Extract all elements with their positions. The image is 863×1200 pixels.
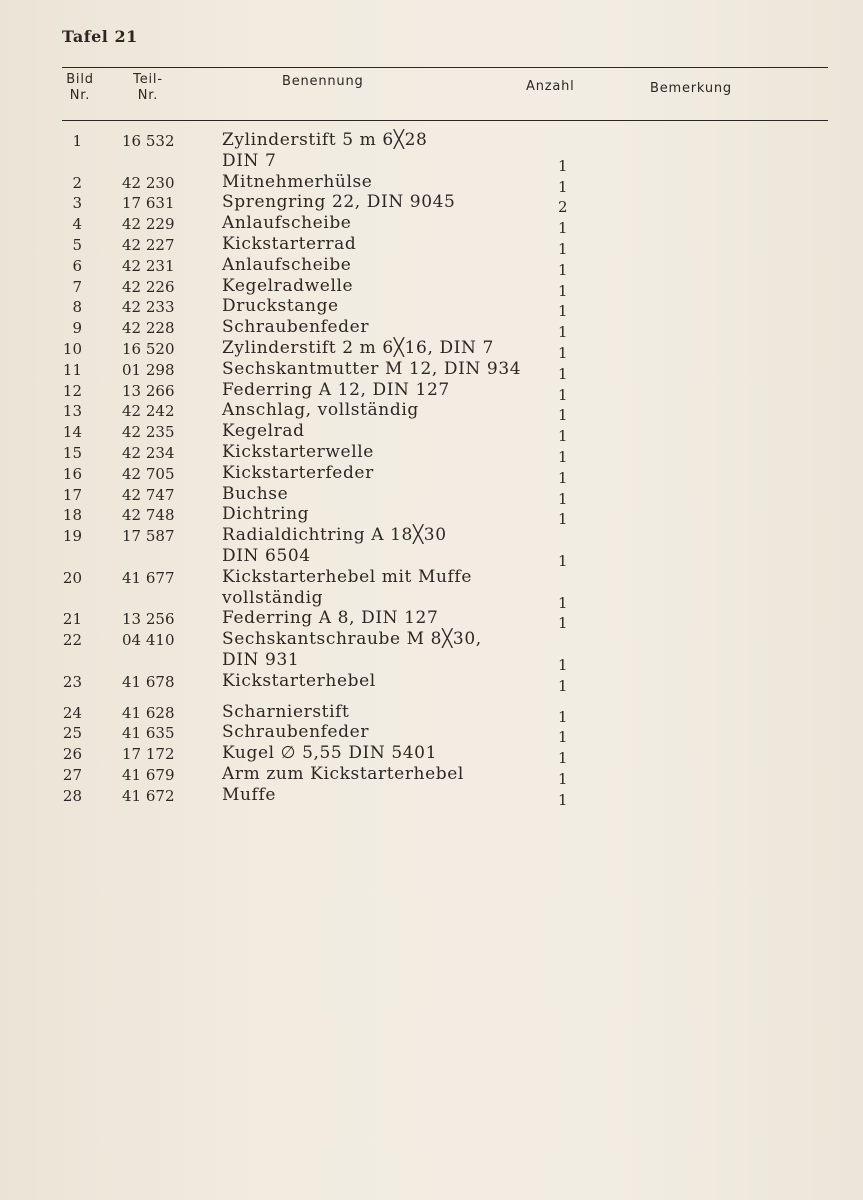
cell-bild-nr: 15	[62, 444, 82, 462]
benennung-line: Kickstarterfeder	[222, 462, 374, 483]
cell-anzahl: 1	[558, 448, 568, 466]
cell-anzahl: 1	[558, 344, 568, 362]
cell-teil-nr: 16 520	[122, 340, 175, 358]
table-row	[0, 192, 863, 217]
cell-benennung	[222, 130, 427, 172]
cell-teil-nr: 42 229	[122, 215, 175, 234]
benennung-line: Kickstarterhebel mit Muffe	[222, 566, 472, 587]
benennung-line: Sprengring 22, DIN 9045	[222, 192, 456, 213]
cell-bild-nr: 9	[72, 319, 82, 338]
cell-bild-nr: 7	[72, 277, 82, 296]
benennung-line: Kickstarterwelle	[222, 442, 374, 462]
cell-bild-nr: 2	[72, 173, 82, 192]
cell-anzahl: 1	[558, 749, 568, 768]
cell-teil-nr: 13 266	[122, 381, 175, 400]
cell-bild-nr: 11	[62, 360, 82, 379]
cell-bild-nr: 4	[72, 215, 82, 234]
cell-teil-nr: 41 678	[122, 672, 175, 691]
benennung-line: Federring A 8, DIN 127	[222, 608, 439, 629]
benennung-line: Zylinderstift 5 m 6╳28	[222, 130, 428, 150]
cell-bild-nr: 25	[62, 724, 82, 743]
table-row	[0, 701, 863, 726]
cell-teil-nr: 41 679	[122, 766, 175, 784]
cell-benennung	[222, 255, 351, 276]
table-row	[0, 670, 863, 695]
table-row	[0, 566, 863, 612]
cell-benennung	[222, 359, 521, 380]
cell-bild-nr: 12	[62, 381, 82, 400]
header-anzahl: Anzahl	[526, 79, 575, 94]
cell-anzahl: 1	[558, 177, 568, 196]
cell-benennung	[222, 785, 276, 806]
benennung-line: DIN 6504	[222, 546, 311, 567]
cell-benennung	[222, 608, 438, 629]
cell-bild-nr: 20	[62, 568, 82, 587]
cell-benennung	[222, 421, 305, 442]
table-row	[0, 400, 863, 425]
cell-teil-nr: 42 233	[122, 298, 175, 317]
table-row	[0, 130, 863, 175]
cell-anzahl: 2	[558, 198, 568, 217]
cell-teil-nr: 42 226	[122, 277, 175, 296]
cell-benennung	[222, 276, 353, 297]
cell-benennung	[222, 317, 369, 338]
cell-bild-nr: 27	[62, 766, 82, 784]
cell-benennung	[222, 504, 309, 525]
cell-anzahl: 1	[558, 385, 568, 404]
cell-benennung	[222, 234, 356, 255]
cell-benennung	[222, 296, 339, 317]
table-row	[0, 743, 863, 768]
benennung-line: Sechskantschraube M 8╳30,	[222, 629, 482, 650]
cell-bild-nr: 22	[62, 631, 82, 650]
benennung-line: vollständig	[222, 587, 324, 608]
cell-bild-nr: 13	[62, 402, 82, 421]
benennung-line: Schraubenfeder	[222, 722, 370, 743]
cell-anzahl: 1	[558, 281, 568, 300]
table-row	[0, 764, 863, 788]
table-row	[0, 254, 863, 279]
cell-teil-nr: 41 672	[122, 786, 175, 805]
cell-bild-nr: 23	[62, 672, 82, 691]
cell-teil-nr: 42 230	[122, 173, 175, 192]
table-row	[0, 358, 863, 383]
cell-bild-nr: 21	[62, 610, 82, 629]
cell-benennung	[222, 702, 349, 723]
benennung-line: Kegelrad	[222, 421, 305, 442]
table-row	[0, 213, 863, 238]
benennung-line: DIN 7	[222, 151, 277, 171]
cell-anzahl: 1	[558, 156, 568, 175]
cell-benennung	[222, 442, 374, 463]
cell-anzahl: 1	[558, 770, 568, 788]
cell-anzahl: 1	[558, 676, 568, 695]
cell-teil-nr: 42 234	[122, 444, 175, 462]
cell-teil-nr: 41 635	[122, 724, 175, 743]
cell-anzahl: 1	[558, 427, 568, 446]
table-row	[0, 171, 863, 196]
cell-teil-nr: 42 227	[122, 236, 175, 254]
cell-bild-nr: 19	[62, 527, 82, 546]
table-row	[0, 275, 863, 300]
benennung-line: Kickstarterhebel	[222, 670, 376, 691]
cell-anzahl: 1	[558, 790, 568, 809]
cell-teil-nr: 04 410	[122, 631, 175, 650]
benennung-line: Sechskantmutter M 12, DIN 934	[222, 358, 522, 379]
cell-bild-nr: 18	[62, 506, 82, 525]
cell-anzahl: 1	[558, 593, 568, 612]
cell-anzahl: 1	[558, 468, 568, 487]
cell-anzahl: 1	[558, 302, 568, 321]
cell-bild-nr: 5	[72, 236, 82, 254]
cell-anzahl: 1	[558, 240, 568, 258]
cell-teil-nr: 42 747	[122, 485, 175, 504]
benennung-line: Arm zum Kickstarterhebel	[222, 764, 464, 784]
cell-benennung	[222, 671, 376, 692]
cell-teil-nr: 17 631	[122, 194, 175, 213]
cell-teil-nr: 17 587	[122, 527, 175, 546]
table-row	[0, 379, 863, 404]
cell-benennung	[222, 400, 419, 421]
cell-benennung	[222, 629, 482, 671]
benennung-line: Anlaufscheibe	[222, 254, 352, 275]
table-row	[0, 234, 863, 258]
page-title: Tafel 21	[62, 27, 138, 46]
cell-teil-nr: 42 231	[122, 256, 175, 275]
table-row	[0, 338, 863, 362]
cell-benennung	[222, 484, 288, 505]
benennung-line: Scharnierstift	[222, 701, 350, 722]
cell-benennung	[222, 567, 472, 609]
cell-benennung	[222, 338, 494, 359]
cell-teil-nr: 01 298	[122, 360, 175, 379]
cell-anzahl: 1	[558, 728, 568, 747]
cell-bild-nr: 14	[62, 423, 82, 442]
benennung-line: Buchse	[222, 483, 289, 504]
benennung-line: Federring A 12, DIN 127	[222, 379, 450, 400]
header-bild-line2: Nr.	[69, 88, 91, 103]
cell-bild-nr: 1	[72, 132, 82, 150]
cell-anzahl: 1	[558, 219, 568, 238]
benennung-line: Muffe	[222, 784, 276, 805]
cell-benennung	[222, 764, 464, 785]
cell-anzahl: 1	[558, 551, 568, 570]
cell-benennung	[222, 525, 447, 567]
cell-benennung	[222, 172, 372, 193]
table-row	[0, 525, 863, 570]
table-row	[0, 421, 863, 446]
benennung-line: Kegelradwelle	[222, 275, 354, 296]
cell-anzahl: 1	[558, 655, 568, 674]
cell-anzahl: 1	[558, 510, 568, 529]
benennung-line: Mitnehmerhülse	[222, 171, 373, 192]
benennung-line: Kickstarterrad	[222, 234, 357, 254]
header-teil-line1: Teil-	[133, 72, 163, 87]
cell-anzahl: 1	[558, 707, 568, 726]
cell-benennung	[222, 213, 351, 234]
cell-benennung	[222, 743, 437, 764]
cell-benennung	[222, 463, 374, 484]
header-teil-line2: Nr.	[137, 88, 159, 103]
cell-anzahl: 1	[558, 260, 568, 279]
cell-bild-nr: 6	[72, 256, 82, 275]
table-row	[0, 784, 863, 809]
table-row	[0, 442, 863, 466]
benennung-line: Zylinderstift 2 m 6╳16, DIN 7	[222, 338, 494, 358]
cell-bild-nr: 24	[62, 703, 82, 722]
cell-bild-nr: 3	[72, 194, 82, 213]
header-bild-line1: Bild	[66, 72, 94, 87]
cell-teil-nr: 41 677	[122, 568, 175, 587]
benennung-line: Anlaufscheibe	[222, 213, 352, 234]
benennung-line: Radialdichtring A 18╳30	[222, 525, 447, 546]
cell-anzahl: 1	[558, 489, 568, 508]
benennung-line: Kugel ∅ 5,55 DIN 5401	[222, 743, 438, 764]
cell-bild-nr: 28	[62, 786, 82, 805]
table-row	[0, 296, 863, 321]
cell-bild-nr: 26	[62, 745, 82, 764]
table-row	[0, 462, 863, 487]
cell-anzahl: 1	[558, 323, 568, 342]
cell-benennung	[222, 192, 455, 213]
table-row	[0, 504, 863, 529]
cell-bild-nr: 8	[72, 298, 82, 317]
table-row	[0, 722, 863, 747]
cell-anzahl: 1	[558, 364, 568, 383]
cell-teil-nr: 42 705	[122, 464, 175, 483]
benennung-line: Dichtring	[222, 504, 310, 525]
cell-teil-nr: 42 235	[122, 423, 175, 442]
table-row	[0, 317, 863, 342]
benennung-line: Schraubenfeder	[222, 317, 370, 338]
benennung-line: Druckstange	[222, 296, 339, 317]
cell-bild-nr: 10	[62, 340, 82, 358]
cell-anzahl: 1	[558, 614, 568, 633]
cell-bild-nr: 17	[62, 485, 82, 504]
cell-benennung	[222, 380, 450, 401]
cell-teil-nr: 42 748	[122, 506, 175, 525]
cell-bild-nr: 16	[62, 464, 82, 483]
header-bemerkung: Bemerkung	[650, 81, 732, 96]
cell-teil-nr: 13 256	[122, 610, 175, 629]
table-row	[0, 483, 863, 508]
cell-teil-nr: 17 172	[122, 745, 175, 764]
cell-anzahl: 1	[558, 406, 568, 425]
table-row	[0, 629, 863, 674]
benennung-line: DIN 931	[222, 650, 300, 671]
cell-benennung	[222, 722, 369, 743]
cell-teil-nr: 42 242	[122, 402, 175, 421]
benennung-line: Anschlag, vollständig	[222, 400, 419, 421]
cell-teil-nr: 42 228	[122, 319, 175, 338]
cell-teil-nr: 41 628	[122, 703, 175, 722]
header-benennung: Benennung	[282, 74, 364, 89]
table-row	[0, 608, 863, 633]
cell-teil-nr: 16 532	[122, 132, 175, 150]
